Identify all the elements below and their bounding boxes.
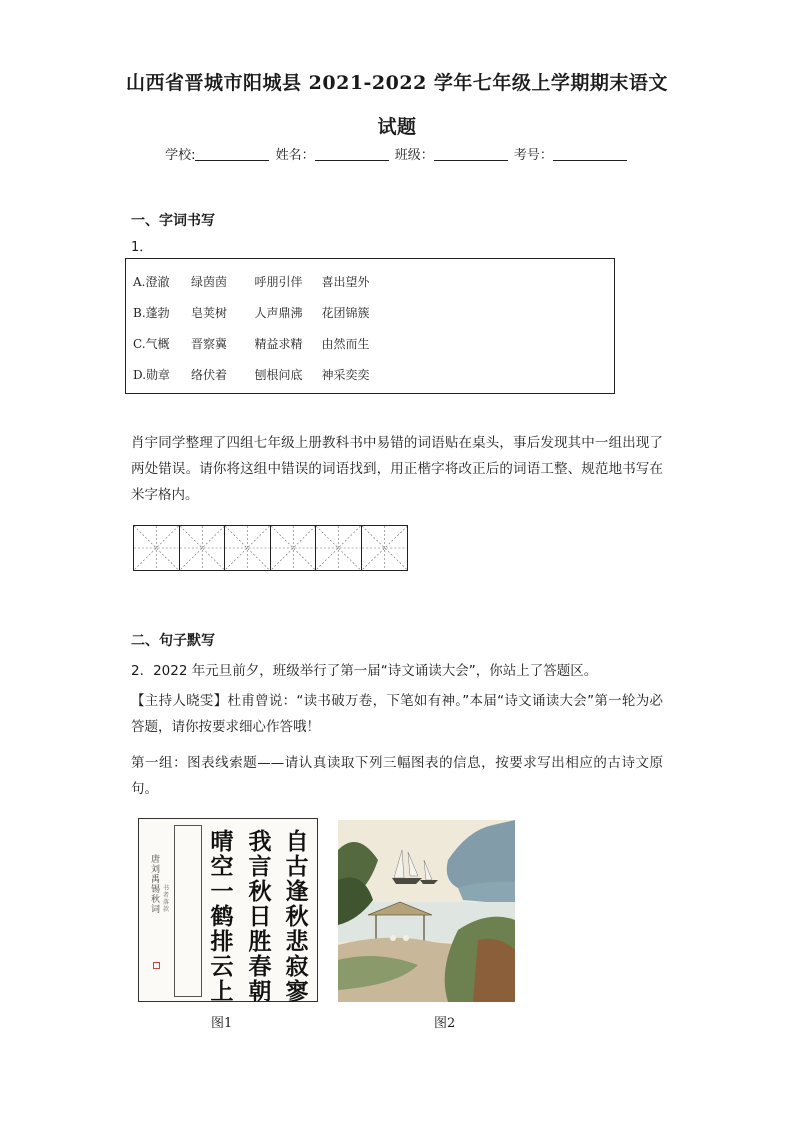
- figure-2-caption: 图2: [434, 1016, 456, 1031]
- exam-number-blank[interactable]: [553, 147, 627, 161]
- host-introduction: 【主持人晓雯】杜甫曾说：“读书破万卷，下笔如有神。”本届“诗文诵读大会”第一轮为必答题，请你按要求细心作答哦！: [131, 693, 663, 735]
- class-blank[interactable]: [434, 147, 508, 161]
- option-word: 绿茵茵: [191, 275, 228, 289]
- option-word: 花团锦簇: [321, 306, 370, 320]
- option-d: [133, 366, 370, 383]
- option-label: D.勋章: [133, 368, 171, 382]
- figure-1-calligraphy: [138, 818, 318, 1005]
- option-word: 由然而生: [321, 337, 370, 351]
- option-label: C.气概: [133, 337, 170, 351]
- school-blank[interactable]: [195, 147, 269, 161]
- mi-grid-cell[interactable]: [362, 526, 408, 570]
- option-label: B.蓬勃: [133, 306, 170, 320]
- option-word: 晋察冀: [191, 337, 228, 351]
- school-label: 学校:: [165, 148, 196, 163]
- calligraphy-title-inscription: 唐 刘 禹 锡 秋 词: [151, 855, 161, 915]
- question-number-1: 1．: [131, 240, 153, 255]
- mi-grid-cell[interactable]: [180, 526, 226, 570]
- exam-number-label: 考号：: [513, 148, 553, 163]
- option-word: 皂荚树: [191, 306, 228, 320]
- option-word: 刨根问底: [254, 368, 303, 382]
- option-word: 神采奕奕: [321, 368, 370, 382]
- group-1-instruction: 第一组：图表线索题——请认真读取下列三幅图表的信息，按要求写出相应的古诗文原句。: [131, 755, 663, 797]
- option-word: 人声鼎沸: [254, 306, 303, 320]
- section-heading-word-writing: 一、字词书写: [131, 213, 215, 229]
- seal-stamp-icon: [153, 962, 160, 969]
- figure-1-caption: 图1: [211, 1016, 233, 1031]
- mi-character-grid: [133, 525, 408, 571]
- calligraphy-signature: 书 者 落 款: [163, 885, 170, 913]
- question-1-instruction: 肖宇同学整理了四组七年级上册教科书中易错的词语贴在桌头，事后发现其中一组出现了两处错误。请你将这组中错误的词语找到，用正楷字将改正后的词语工整、规范地书写在米字格内。: [131, 435, 663, 503]
- figure-2-landscape-painting: [338, 820, 515, 1002]
- option-c: [133, 335, 370, 352]
- class-label: 班级：: [394, 148, 434, 163]
- option-word: 喜出望外: [321, 275, 370, 289]
- calligraphy-column-1: 自 古 逢 秋 悲 寂 寥: [285, 828, 309, 1005]
- calligraphy-blank-strip: [174, 825, 202, 997]
- calligraphy-column-2: 我 言 秋 日 胜 春 朝: [248, 828, 272, 1005]
- option-label: A.澄澈: [133, 275, 170, 289]
- student-info-row: [0, 144, 794, 163]
- page-title-line1: 山西省晋城市阳城县 2021-2022 学年七年级上学期期末语文: [126, 72, 668, 94]
- word-options-box: [125, 258, 615, 394]
- option-word: 呼朋引伴: [254, 275, 303, 289]
- question-2-text: 2．2022 年元旦前夕，班级举行了第一届“诗文诵读大会”，你站上了答题区。: [131, 663, 598, 679]
- section-heading-sentence-dictation: 二、句子默写: [131, 633, 215, 649]
- mi-grid-cell[interactable]: [225, 526, 271, 570]
- mi-grid-cell[interactable]: [316, 526, 362, 570]
- mi-grid-cell[interactable]: [271, 526, 317, 570]
- option-a: [133, 273, 370, 290]
- page-title-line2: 试题: [377, 116, 417, 138]
- name-blank[interactable]: [315, 147, 389, 161]
- name-label: 姓名：: [275, 148, 315, 163]
- option-word: 络伏着: [191, 368, 228, 382]
- option-word: 精益求精: [254, 337, 303, 351]
- option-b: [133, 304, 370, 321]
- calligraphy-column-3: 晴 空 一 鹤 排 云 上: [210, 828, 234, 1005]
- mi-grid-cell[interactable]: [134, 526, 180, 570]
